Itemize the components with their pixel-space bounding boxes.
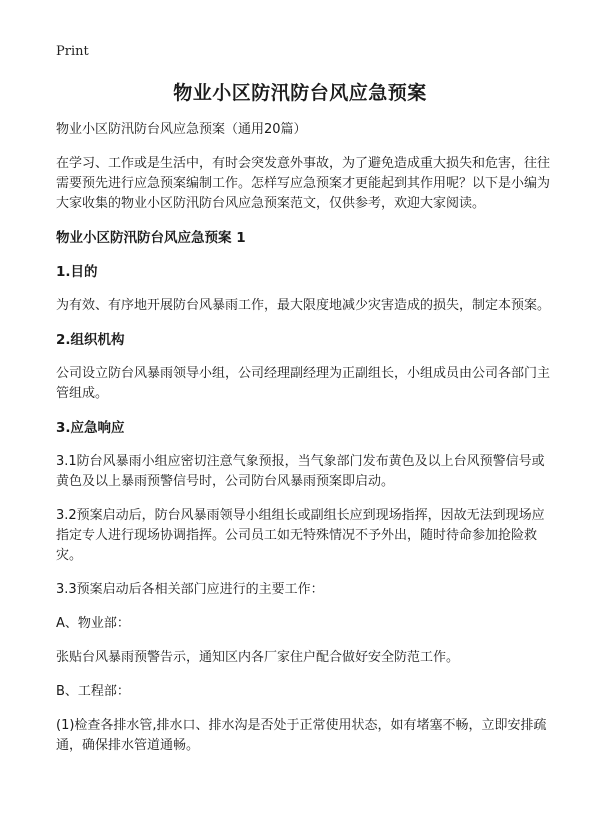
- document-body: [56, 120, 554, 770]
- organization-paragraph: 公司设立防台风暴雨领导小组，公司经理副经理为正副组长，小组成员由公司各部门主管组成。: [56, 366, 551, 401]
- heading-response: 3.应急响应: [56, 420, 125, 436]
- print-label: Print: [56, 44, 89, 59]
- dept-b-item-1: (1)检查各排水管,排水口、排水沟是否处于正常使用状态，如有堵塞不畅，立即安排疏通，确保排水管道通畅。: [56, 718, 547, 753]
- heading-organization: 2.组织机构: [56, 332, 125, 348]
- response-3-1: 3.1防台风暴雨小组应密切注意气象预报，当气象部门发布黄色及以上台风预警信号或黄色及以上暴雨预警信号时，公司防台风暴雨预案即启动。: [56, 454, 545, 489]
- response-3-2: 3.2预案启动后，防台风暴雨领导小组组长或副组长应到现场指挥，因故无法到现场应指定专人进行现场协调指挥。公司员工如无特殊情况不予外出，随时待命参加抢险救灾。: [56, 508, 545, 563]
- section-heading: 物业小区防汛防台风应急预案 1: [56, 230, 246, 246]
- heading-purpose: 1.目的: [56, 264, 98, 280]
- dept-a-text: 张贴台风暴雨预警告示，通知区内各厂家住户配合做好安全防范工作。: [56, 650, 460, 665]
- page-title: 物业小区防汛防台风应急预案: [173, 82, 427, 104]
- dept-b-label: B、工程部：: [56, 684, 130, 699]
- dept-a-label: A、物业部：: [56, 616, 130, 631]
- intro-paragraph: 在学习、工作或是生活中，有时会突发意外事故，为了避免造成重大损失和危害，往往需要预先进行应急预案编制工作。怎样写应急预案才更能起到其作用呢？以下是小编为大家收集的物业小区防汛防台风应急预案范文，仅供参考，欢迎大家阅读。: [56, 156, 551, 211]
- document-subtitle: 物业小区防汛防台风应急预案（通用20篇）: [56, 122, 307, 137]
- purpose-paragraph: 为有效、有序地开展防台风暴雨工作，最大限度地减少灾害造成的损失，制定本预案。: [56, 298, 551, 313]
- response-3-3: 3.3预案启动后各相关部门应进行的主要工作：: [56, 582, 324, 597]
